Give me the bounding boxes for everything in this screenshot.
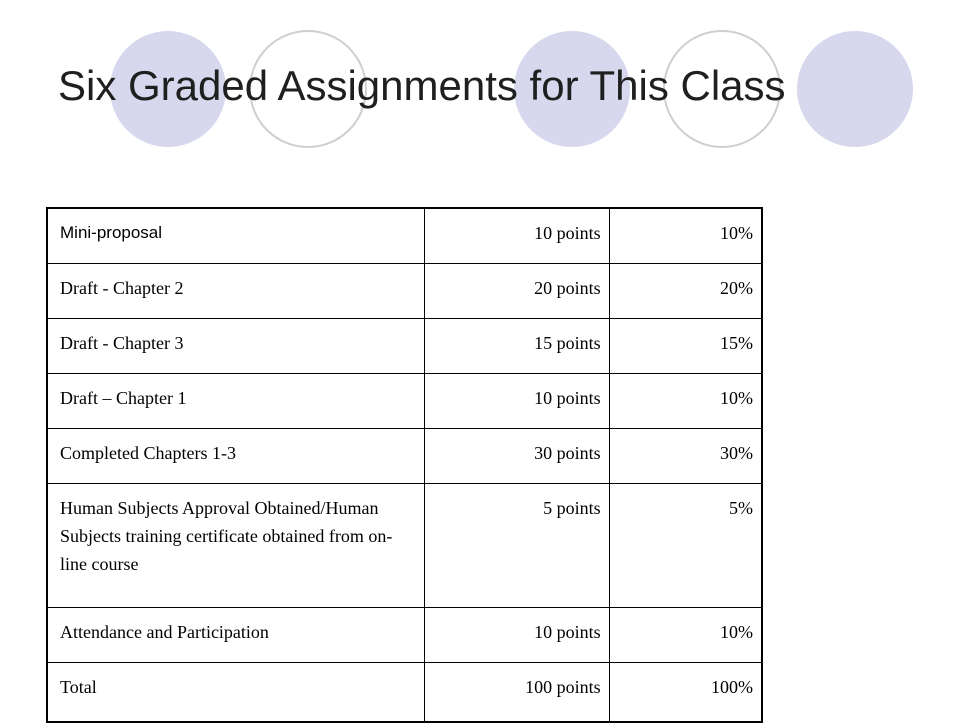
total-points: 100 points [424,662,609,722]
assignment-name: Draft - Chapter 3 [47,318,424,373]
table-row-total [47,662,762,722]
assignment-name: Draft - Chapter 2 [47,263,424,318]
total-label: Total [47,662,424,722]
assignment-percent: 10% [609,208,762,263]
assignment-percent: 15% [609,318,762,373]
assignment-name: Mini-proposal [47,208,424,263]
assignment-percent: 20% [609,263,762,318]
table-row [47,373,762,428]
table-row [47,483,762,607]
assignments-table [46,207,763,723]
filled-circle-3 [797,31,913,147]
assignment-name: Human Subjects Approval Obtained/Human Subjects training certificate obtained from on-line course [47,483,424,607]
assignment-percent: 5% [609,483,762,607]
assignment-percent: 10% [609,607,762,662]
total-percent: 100% [609,662,762,722]
table-row [47,208,762,263]
assignment-percent: 10% [609,373,762,428]
table-row [47,428,762,483]
assignment-points: 30 points [424,428,609,483]
assignment-points: 10 points [424,607,609,662]
assignment-name: Completed Chapters 1-3 [47,428,424,483]
slide-title: Six Graded Assignments for This Class [58,62,786,109]
assignment-points: 20 points [424,263,609,318]
table-row [47,607,762,662]
assignment-name: Draft – Chapter 1 [47,373,424,428]
assignment-points: 15 points [424,318,609,373]
assignment-percent: 30% [609,428,762,483]
assignment-points: 10 points [424,208,609,263]
assignment-name: Attendance and Participation [47,607,424,662]
table-row [47,263,762,318]
assignment-points: 5 points [424,483,609,607]
table-row [47,318,762,373]
assignment-points: 10 points [424,373,609,428]
